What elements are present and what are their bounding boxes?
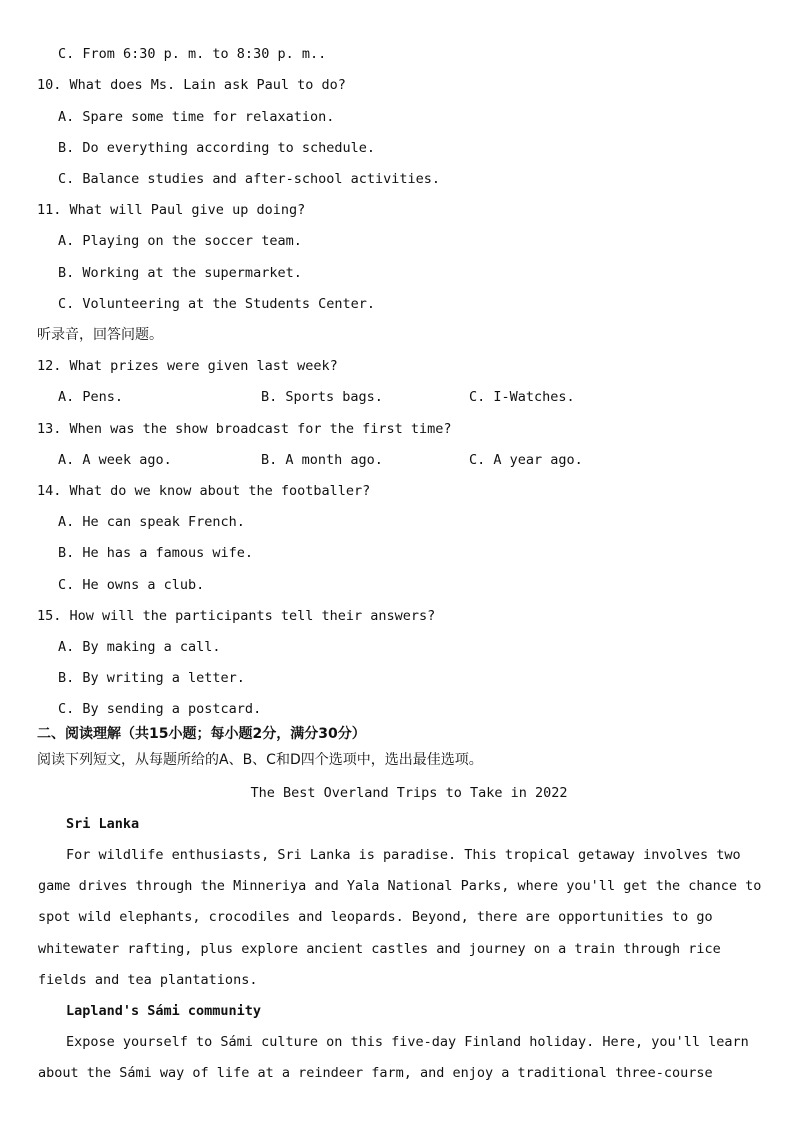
- q12-option-b: B. Sports bags.: [261, 389, 383, 405]
- q14-option-b: B. He has a famous wife.: [58, 545, 254, 561]
- q13-option-b: B. A month ago.: [261, 452, 383, 468]
- q13-option-c: C. A year ago.: [469, 452, 583, 468]
- q11-option-c: C. Volunteering at the Students Center.: [58, 296, 375, 312]
- question-15: 15. How will the participants tell their answers?: [37, 608, 436, 624]
- paragraph-2-line-1: Expose yourself to Sámi culture on this five-day Finland holiday. Here, you'll learn: [66, 1034, 749, 1050]
- subheading-sri-lanka: Sri Lanka: [66, 816, 140, 832]
- paragraph-1-line-4: whitewater rafting, plus explore ancient castles and journey on a train through rice: [38, 941, 721, 957]
- article-title: The Best Overland Trips to Take in 2022: [250, 785, 568, 801]
- paragraph-1-line-3: spot wild elephants, crocodiles and leopards. Beyond, there are opportunities to go: [38, 909, 713, 925]
- q11-option-b: B. Working at the supermarket.: [58, 265, 302, 281]
- q15-option-b: B. By writing a letter.: [58, 670, 245, 686]
- q10-option-b: B. Do everything according to schedule.: [58, 140, 375, 156]
- section-heading: 二、阅读理解（共15小题；每小题2分，满分30分）: [37, 726, 366, 742]
- q9-option-c: C. From 6:30 p. m. to 8:30 p. m..: [58, 46, 327, 62]
- paragraph-1-line-5: fields and tea plantations.: [38, 972, 258, 988]
- paragraph-2-line-2: about the Sámi way of life at a reindeer farm, and enjoy a traditional three-course: [38, 1065, 713, 1081]
- q14-option-c: C. He owns a club.: [58, 577, 205, 593]
- question-14: 14. What do we know about the footballer?: [37, 483, 371, 499]
- question-10: 10. What does Ms. Lain ask Paul to do?: [37, 77, 346, 93]
- q15-option-a: A. By making a call.: [58, 639, 221, 655]
- q11-option-a: A. Playing on the soccer team.: [58, 233, 302, 249]
- section-instruction: 阅读下列短文，从每题所给的A、B、C和D四个选项中，选出最佳选项。: [37, 752, 483, 768]
- q12-option-c: C. I-Watches.: [469, 389, 575, 405]
- subheading-lapland: Lapland's Sámi community: [66, 1003, 262, 1019]
- question-11: 11. What will Paul give up doing?: [37, 202, 306, 218]
- q10-option-a: A. Spare some time for relaxation.: [58, 109, 335, 125]
- listen-instruction: 听录音，回答问题。: [37, 327, 163, 343]
- q15-option-c: C. By sending a postcard.: [58, 701, 262, 717]
- question-13: 13. When was the show broadcast for the first time?: [37, 421, 452, 437]
- q14-option-a: A. He can speak French.: [58, 514, 245, 530]
- question-12: 12. What prizes were given last week?: [37, 358, 338, 374]
- q12-option-a: A. Pens.: [58, 389, 124, 405]
- paragraph-1-line-2: game drives through the Minneriya and Yala National Parks, where you'll get the chance to: [38, 878, 762, 894]
- paragraph-1-line-1: For wildlife enthusiasts, Sri Lanka is paradise. This tropical getaway involves two: [66, 847, 741, 863]
- q10-option-c: C. Balance studies and after-school activities.: [58, 171, 441, 187]
- q13-option-a: A. A week ago.: [58, 452, 172, 468]
